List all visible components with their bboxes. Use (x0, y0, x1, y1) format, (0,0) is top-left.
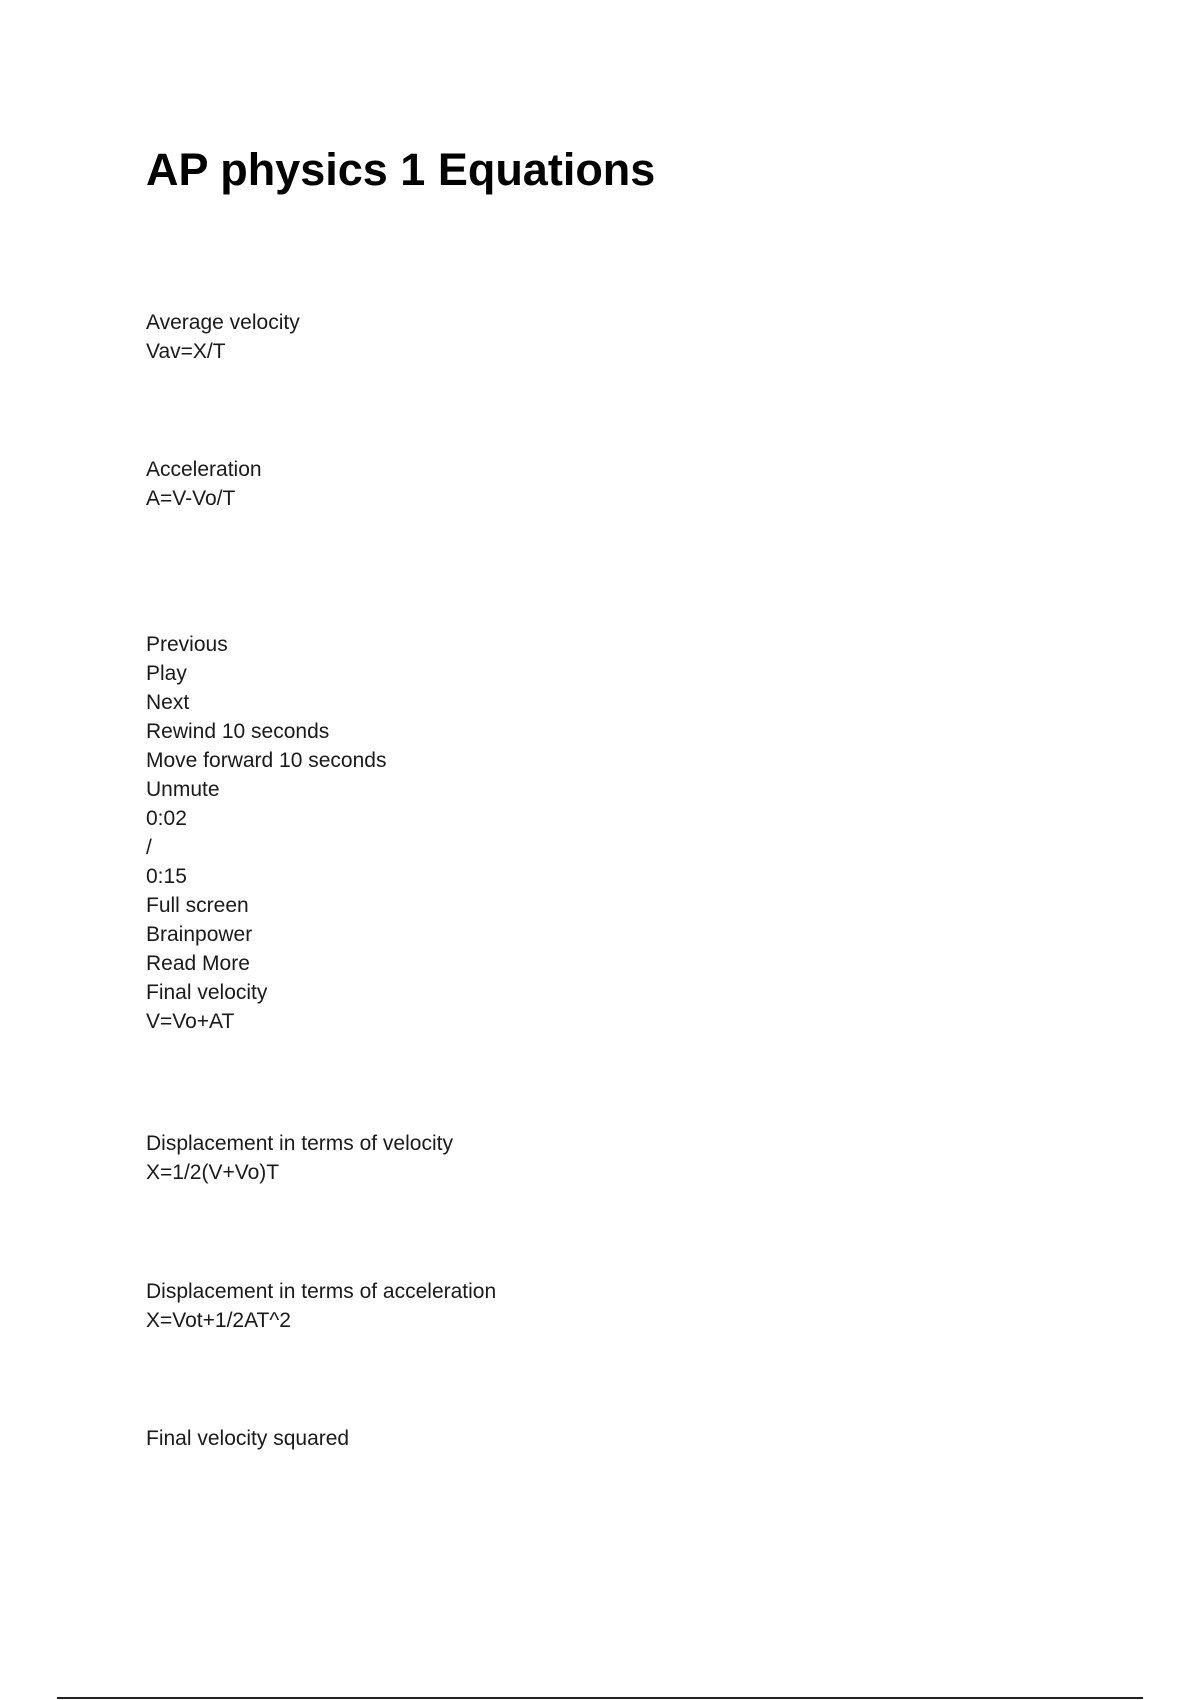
displacement-velocity-formula: X=1/2(V+Vo)T (146, 1161, 280, 1184)
final-velocity-squared-label: Final velocity squared (146, 1427, 350, 1450)
duration: 0:15 (146, 865, 187, 888)
bottom-divider (57, 1697, 1143, 1699)
media-controls-text (146, 630, 386, 1036)
displacement-acceleration-section (146, 1277, 496, 1335)
final-velocity-squared-section (146, 1424, 349, 1453)
average-velocity-label: Average velocity (146, 311, 300, 334)
next-button[interactable]: Next (146, 691, 190, 714)
read-more-link[interactable]: Read More (146, 952, 250, 975)
previous-button[interactable]: Previous (146, 633, 228, 656)
final-velocity-formula: V=Vo+AT (146, 1010, 235, 1033)
final-velocity-label: Final velocity (146, 981, 268, 1004)
brainpower-label: Brainpower (146, 923, 253, 946)
forward-button[interactable]: Move forward 10 seconds (146, 749, 387, 772)
displacement-acceleration-formula: X=Vot+1/2AT^2 (146, 1309, 291, 1332)
average-velocity-formula: Vav=X/T (146, 340, 226, 363)
page-title: AP physics 1 Equations (146, 144, 656, 195)
time-separator: / (146, 836, 152, 859)
current-time: 0:02 (146, 807, 187, 830)
acceleration-label: Acceleration (146, 458, 262, 481)
displacement-velocity-section (146, 1129, 453, 1187)
average-velocity-section (146, 308, 300, 366)
acceleration-section (146, 455, 262, 513)
full-screen-button[interactable]: Full screen (146, 894, 249, 917)
rewind-button[interactable]: Rewind 10 seconds (146, 720, 330, 743)
displacement-acceleration-label: Displacement in terms of acceleration (146, 1280, 497, 1303)
play-button[interactable]: Play (146, 662, 187, 685)
unmute-button[interactable]: Unmute (146, 778, 220, 801)
acceleration-formula: A=V-Vo/T (146, 487, 236, 510)
displacement-velocity-label: Displacement in terms of velocity (146, 1132, 453, 1155)
